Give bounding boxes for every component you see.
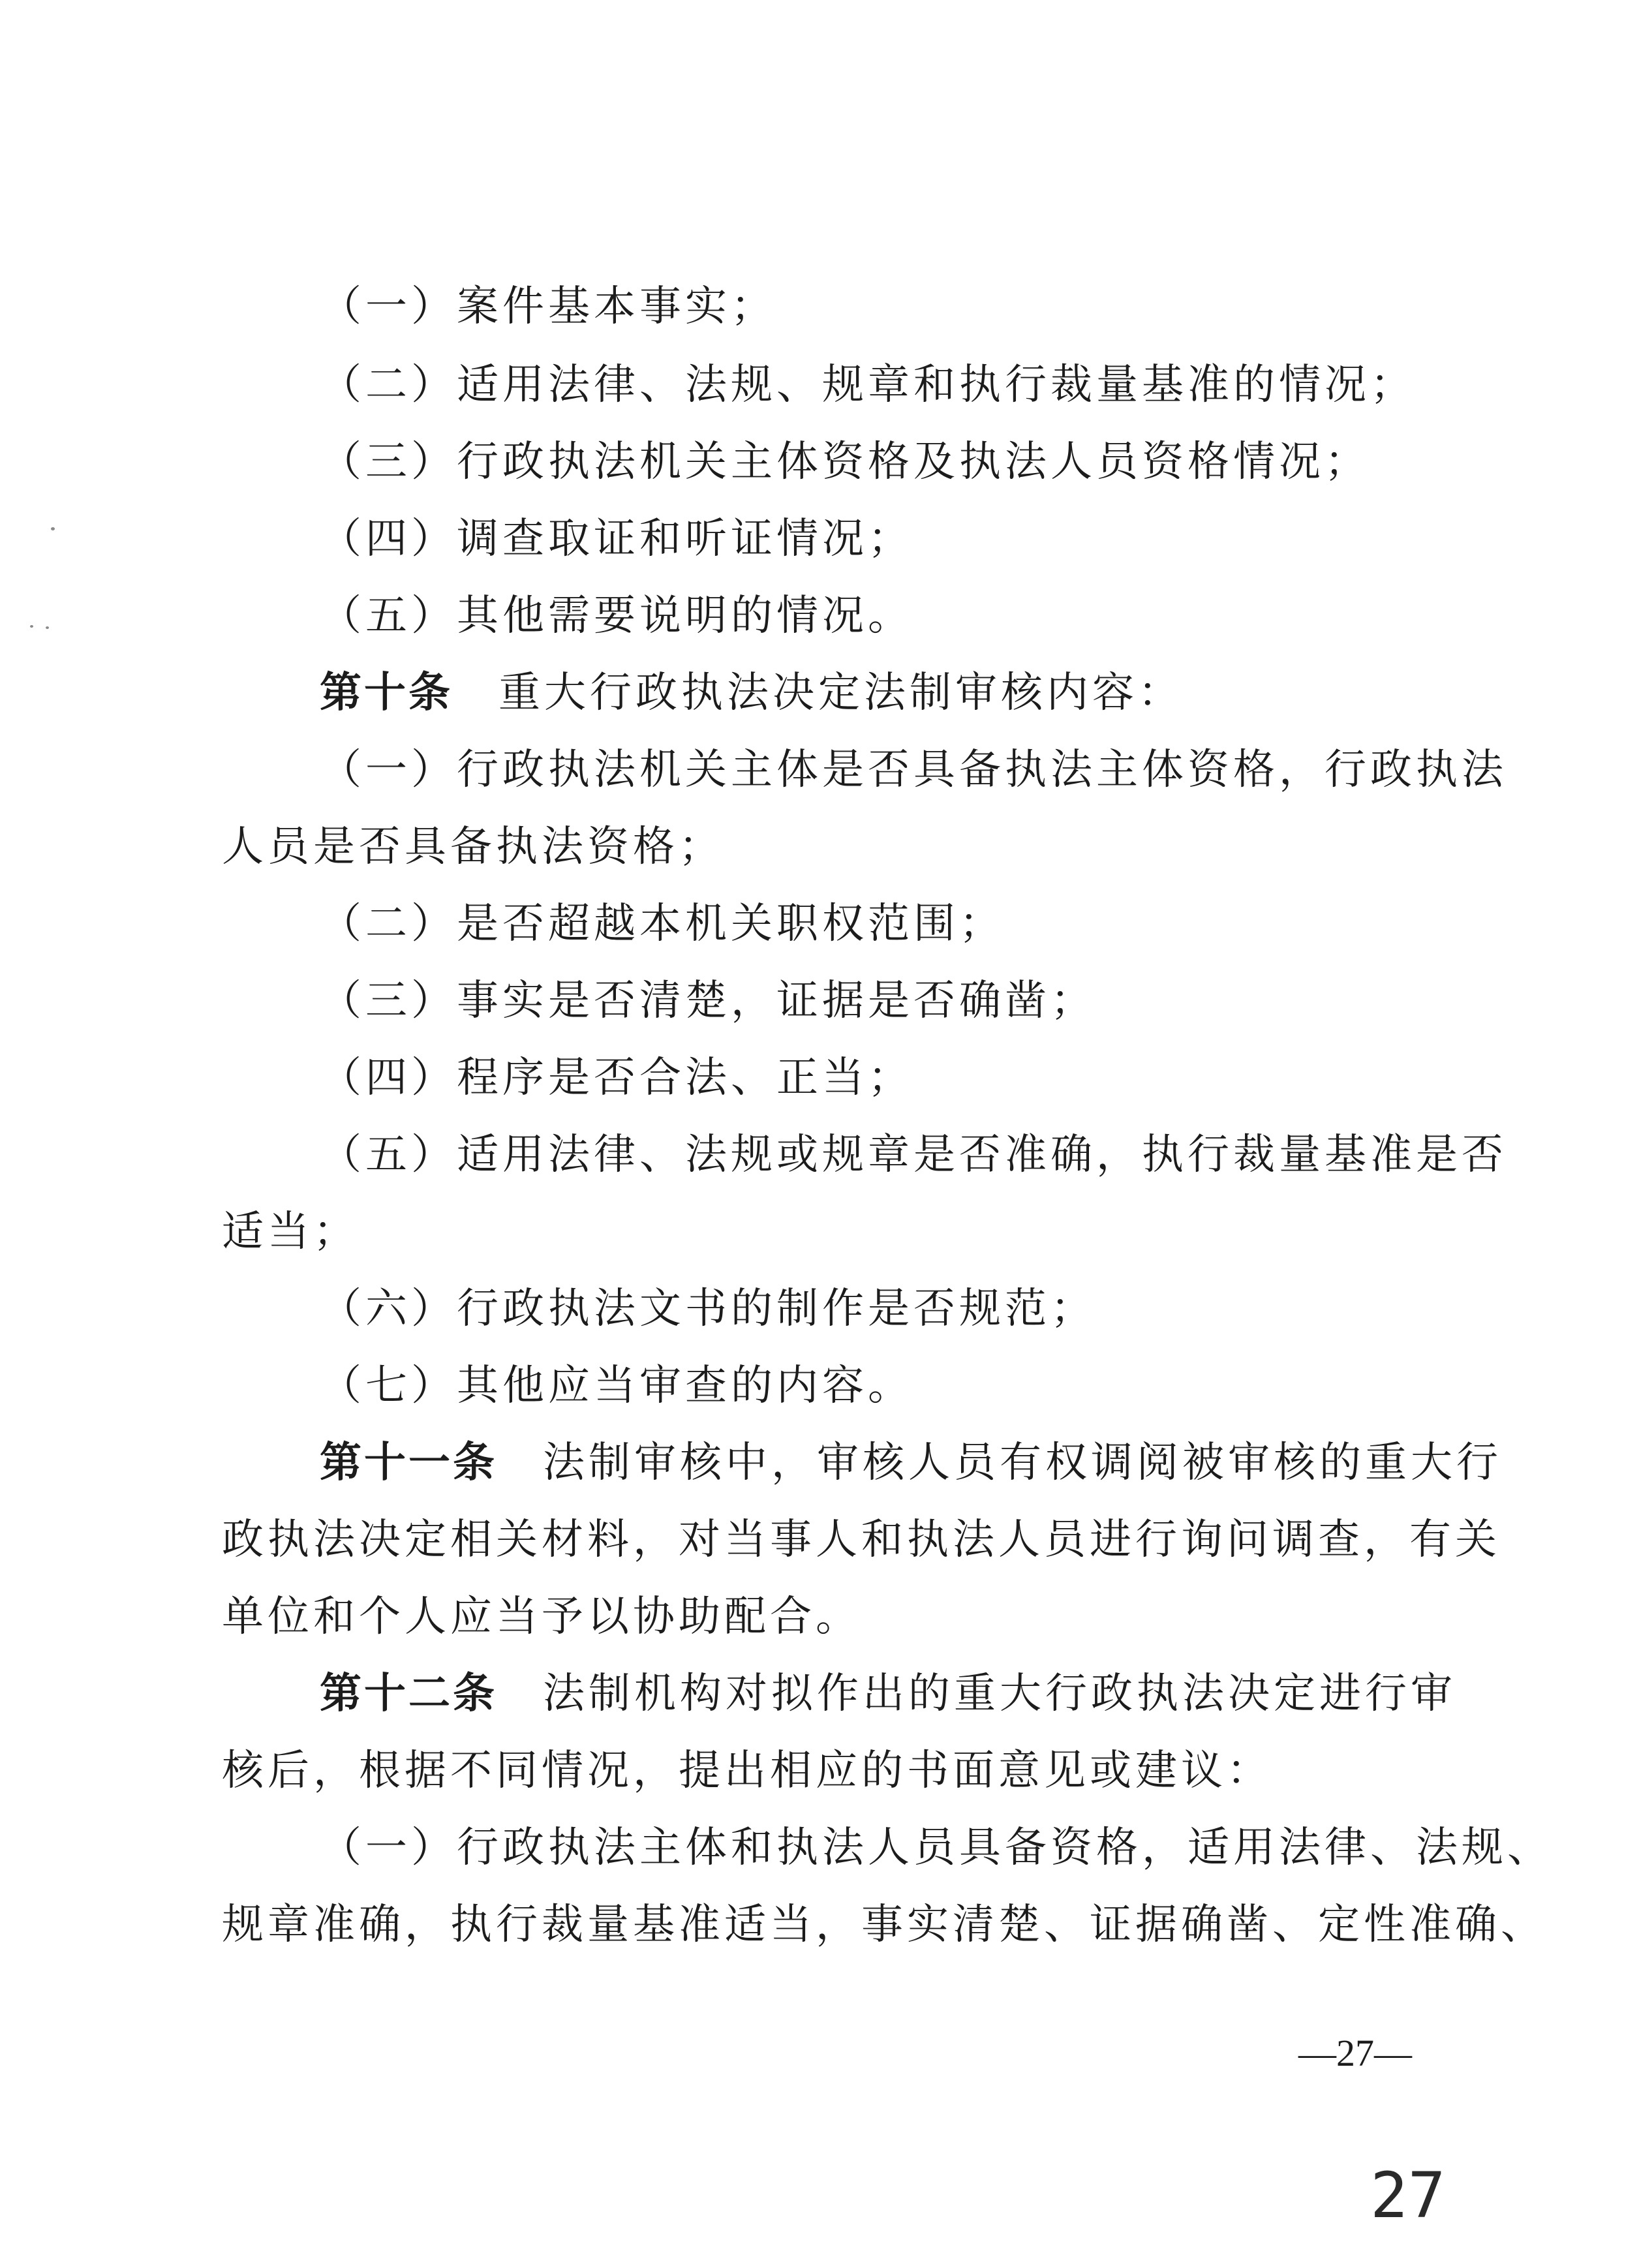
article-heading: 第十一条 (320, 1439, 497, 1487)
text-line: 适当； (222, 1208, 359, 1256)
page-number: —27— (1298, 2032, 1412, 2074)
text-line: （二）是否超越本机关职权范围； (320, 900, 1005, 948)
article-text: 法制审核中，审核人员有权调阅被审核的重大行 (543, 1439, 1502, 1487)
text-line: （二）适用法律、法规、规章和执行裁量基准的情况； (320, 361, 1416, 409)
article-text: 重大行政执法决定法制审核内容： (498, 669, 1184, 717)
text-line: 核后，根据不同情况，提出相应的书面意见或建议： (222, 1747, 1272, 1795)
article-heading: 第十条 (320, 669, 453, 717)
text-line: （一）行政执法主体和执法人员具备资格，适用法律、法规、 (320, 1824, 1553, 1872)
text-line: 单位和个人应当予以协助配合。 (222, 1593, 861, 1641)
article-11-paragraph (320, 1437, 1502, 1489)
text-line: （四）调查取证和听证情况； (320, 515, 913, 563)
article-heading: 第十二条 (320, 1670, 497, 1718)
text-line: （三）行政执法机关主体资格及执法人员资格情况； (320, 438, 1370, 486)
text-line: 政执法决定相关材料，对当事人和执法人员进行询问调查，有关 (222, 1516, 1501, 1564)
text-line: 规章准确，执行裁量基准适当，事实清楚、证据确凿、定性准确、 (222, 1901, 1546, 1949)
scan-speck (51, 527, 55, 530)
article-10-paragraph (320, 667, 1435, 719)
text-line: 人员是否具备执法资格； (222, 823, 724, 871)
text-line: （四）程序是否合法、正当； (320, 1054, 913, 1102)
scan-speck (46, 626, 49, 629)
stamped-page-number: 27 (1370, 2159, 1446, 2232)
text-line: （三）事实是否清楚，证据是否确凿； (320, 977, 1096, 1025)
text-line: （五）其他需要说明的情况。 (320, 592, 913, 640)
text-line: （一）案件基本事实； (320, 283, 776, 331)
article-12-paragraph (320, 1668, 1456, 1720)
text-line: （七）其他应当审查的内容。 (320, 1362, 913, 1410)
text-line: （五）适用法律、法规或规章是否准确，执行裁量基准是否 (320, 1131, 1507, 1179)
text-line: （一）行政执法机关主体是否具备执法主体资格，行政执法 (320, 746, 1507, 794)
text-line: （六）行政执法文书的制作是否规范； (320, 1285, 1096, 1333)
article-text: 法制机构对拟作出的重大行政执法决定进行审 (543, 1670, 1456, 1718)
scan-speck (30, 625, 33, 628)
